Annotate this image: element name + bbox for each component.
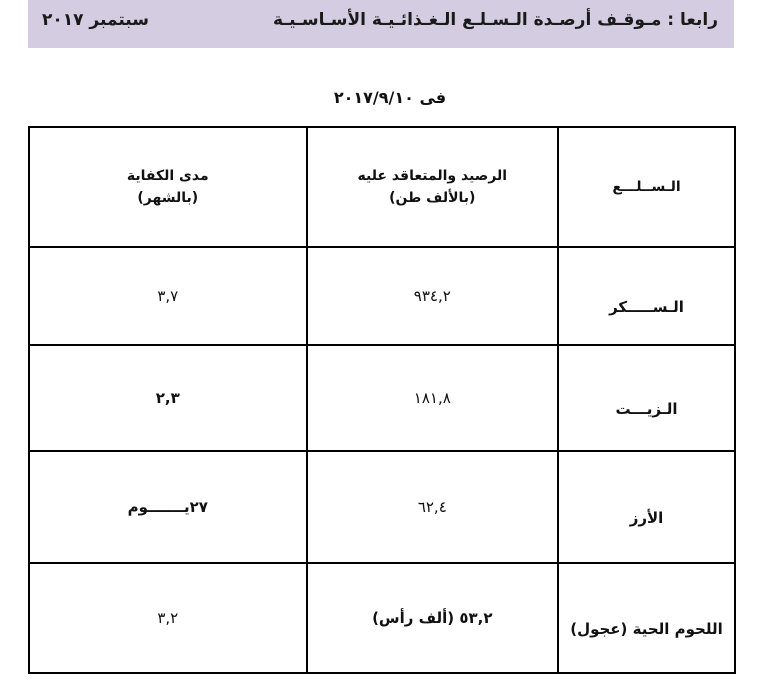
balance-cell: ٩٣٤,٢	[307, 247, 558, 345]
report-date: سبتمبر ٢٠١٧	[42, 10, 149, 30]
table-row	[29, 451, 735, 563]
as-of-date: فى ٢٠١٧/٩/١٠	[333, 88, 447, 107]
header-balance-label: الرصيد والمتعاقد عليه	[357, 168, 508, 184]
balance-cell: ٥٣,٢ (ألف رأس)	[307, 563, 558, 673]
commodity-cell: اللحوم الحية (عجول)	[558, 563, 735, 673]
header-coverage	[29, 127, 307, 247]
header-coverage-label: مدى الكفاية	[126, 168, 209, 184]
header-coverage-unit: (بالشهر)	[137, 190, 199, 206]
table-row	[29, 345, 735, 451]
commodity-cell: الـزيـــت	[558, 345, 735, 451]
table-row	[29, 247, 735, 345]
coverage-cell: ٣,٧	[29, 247, 307, 345]
coverage-cell: ٣,٢	[29, 563, 307, 673]
table-header-row	[29, 127, 735, 247]
header-balance	[307, 127, 558, 247]
coverage-cell: ٢,٣	[29, 345, 307, 451]
header-band	[28, 0, 734, 48]
commodity-cell: الـســـــكر	[558, 247, 735, 345]
header-commodity-label: الـســلـــع	[612, 179, 681, 195]
commodity-stocks-table	[28, 126, 736, 674]
header-commodity	[558, 127, 735, 247]
balance-cell: ٦٢,٤	[307, 451, 558, 563]
header-balance-unit: (بالألف طن)	[389, 190, 476, 206]
table-row	[29, 563, 735, 673]
balance-cell: ١٨١,٨	[307, 345, 558, 451]
coverage-cell: ٢٧يـــــــوم	[29, 451, 307, 563]
section-title: رابعا : مـوقـف أرصـدة الـسـلـع الـغـذائـيـة الأسـاسـيـة	[273, 10, 718, 30]
commodity-cell: الأرز	[558, 451, 735, 563]
